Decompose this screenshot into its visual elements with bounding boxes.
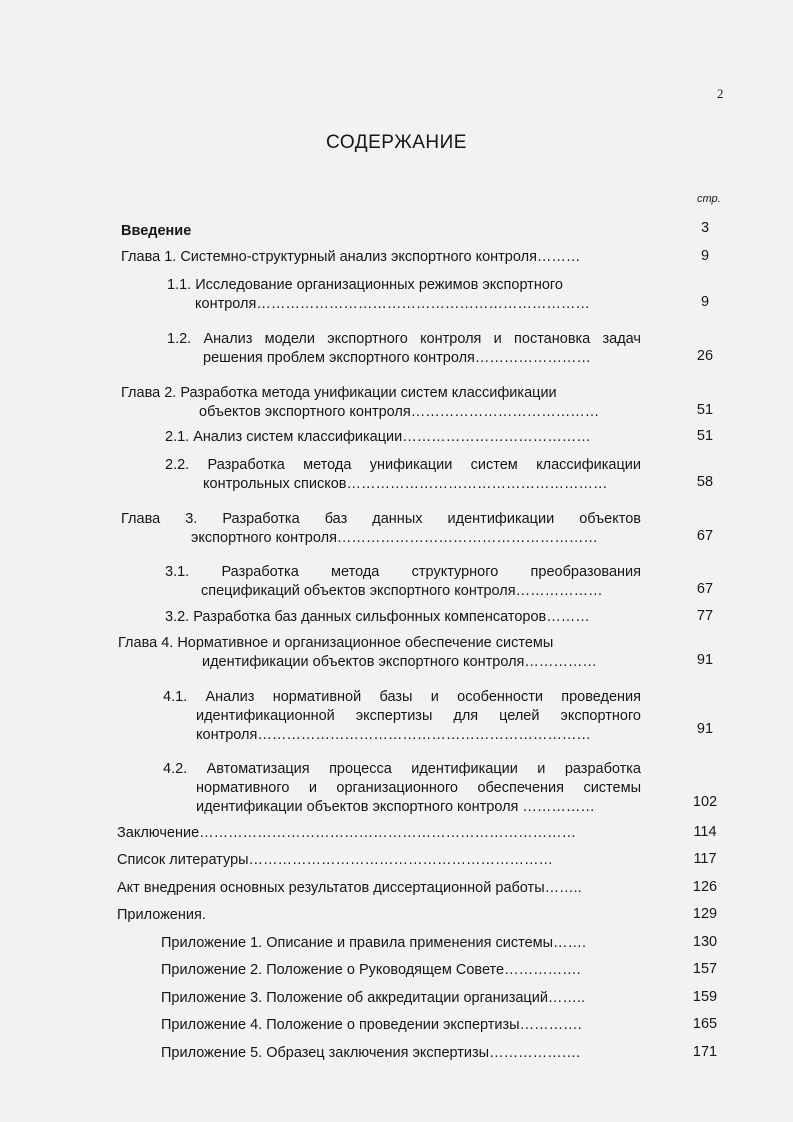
toc-entry-page: 51 (696, 402, 714, 418)
toc-entry-page: 117 (693, 851, 717, 867)
toc-entry-page: 171 (692, 1044, 718, 1060)
toc-entry-page: 126 (692, 879, 718, 895)
toc-entry-title: 3.2. Разработка баз данных сильфонных компенсаторов……… (165, 609, 590, 625)
toc-entry-title: 4.1. Анализ нормативной базы и особенности проведения (163, 689, 641, 705)
toc-entry-page: 102 (692, 794, 718, 810)
toc-entry-title: 2.1. Анализ систем классификации………………………………… (165, 429, 591, 445)
toc-entry-appendix-5 (161, 1044, 631, 1063)
toc-entry-section-4-2 (163, 760, 641, 817)
toc-entry-page: 77 (696, 608, 714, 624)
toc-entry-page: 9 (700, 248, 710, 264)
toc-entry-page: 91 (696, 721, 714, 737)
toc-entry-title: Заключение…………………………………………………………………… (117, 825, 577, 841)
toc-entry-page: 67 (696, 581, 714, 597)
toc-entry-title: 4.2. Автоматизация процесса идентификации и разработка (163, 761, 641, 777)
toc-entry-chapter-3 (121, 510, 641, 548)
page-number: 2 (717, 86, 724, 101)
toc-entry-title: 1.1. Исследование организационных режимов экспортного (167, 277, 563, 293)
toc-entry-appendix-1 (161, 934, 631, 953)
toc-entry-page: 159 (692, 989, 718, 1005)
toc-entry-title: 2.2. Разработка метода унификации систем классификации (165, 457, 641, 473)
toc-entry-page: 58 (696, 474, 714, 490)
toc-entry-title: Глава 1. Системно-структурный анализ экспортного контроля……… (121, 249, 581, 265)
toc-entry-bibliography (117, 851, 641, 870)
toc-entry-title-continued: идентификационной экспертизы для целей экспортного (196, 708, 641, 724)
toc-entry-title: Приложение 1. Описание и правила применения системы……. (161, 935, 587, 951)
toc-entry-section-1-1 (167, 276, 641, 314)
toc-entry-page: 114 (693, 824, 717, 840)
toc-entry-page: 3 (700, 220, 710, 236)
toc-entry-title-continued: контроля…………………………………………………………… (196, 727, 591, 743)
toc-entry-appendices (117, 906, 206, 925)
toc-entry-title: 3.1. Разработка метода структурного преобразования (165, 564, 641, 580)
toc-entry-section-2-1 (165, 428, 641, 447)
toc-entry-section-3-1 (165, 563, 641, 601)
toc-entry-conclusion (117, 824, 641, 843)
toc-entry-section-2-2 (165, 456, 641, 494)
toc-entry-page: 165 (692, 1016, 718, 1032)
toc-entry-title-continued: решения проблем экспортного контроля…………………… (203, 350, 591, 366)
toc-entry-page: 51 (696, 428, 714, 444)
toc-entry-title: Приложение 2. Положение о Руководящем Совете……………. (161, 962, 581, 978)
toc-entry-title-continued: объектов экспортного контроля………………………………… (199, 404, 600, 420)
toc-entry-page: 130 (692, 934, 718, 950)
toc-entry-title: Приложение 4. Положение о проведении экспертизы…………. (161, 1017, 582, 1033)
toc-entry-appendix-4 (161, 1016, 631, 1035)
toc-entry-appendix-2 (161, 961, 631, 980)
toc-entry-chapter-1 (121, 248, 641, 267)
toc-entry-introduction (121, 222, 191, 241)
toc-entry-title: Глава 2. Разработка метода унификации систем классификации (121, 385, 557, 401)
toc-entry-title-continued: идентификации объектов экспортного контроля…………… (202, 654, 597, 670)
toc-entry-title: Глава 3. Разработка баз данных идентификации объектов (121, 511, 641, 527)
toc-entry-title-continued: контроля…………………………………………………………… (195, 296, 590, 312)
page-title: СОДЕРЖАНИЕ (326, 132, 467, 153)
toc-entry-implementation-act (117, 879, 641, 898)
toc-entry-section-4-1 (163, 688, 641, 745)
toc-entry-title: Приложение 3. Положение об аккредитации организаций…….. (161, 990, 585, 1006)
toc-entry-page: 157 (692, 961, 718, 977)
toc-entry-title-continued: идентификации объектов экспортного контроля …………… (196, 799, 595, 815)
toc-entry-title-continued: контрольных списков……………………………………………… (203, 476, 608, 492)
toc-entry-title: 1.2. Анализ модели экспортного контроля и постановка задач (167, 331, 641, 347)
toc-entry-page: 91 (696, 652, 714, 668)
toc-entry-appendix-3 (161, 989, 631, 1008)
toc-entry-page: 129 (692, 906, 718, 922)
toc-entry-title-continued: спецификаций объектов экспортного контроля……………… (201, 583, 603, 599)
toc-entry-title: Список литературы……………………………………………………… (117, 852, 554, 868)
toc-entry-title: Приложения. (117, 907, 206, 923)
toc-entry-page: 67 (696, 528, 714, 544)
toc-entry-title-continued: экспортного контроля……………………………………………… (191, 530, 598, 546)
toc-entry-section-3-2 (165, 608, 641, 627)
toc-entry-chapter-4 (118, 634, 641, 672)
toc-entry-title: Глава 4. Нормативное и организационное обеспечение системы (118, 635, 554, 651)
toc-entry-page: 9 (700, 294, 710, 310)
page-column-label: стр. (697, 193, 721, 205)
toc-entry-chapter-2 (121, 384, 641, 422)
toc-entry-section-1-2 (167, 330, 641, 368)
toc-entry-page: 26 (696, 348, 714, 364)
toc-entry-title: Акт внедрения основных результатов диссертационной работы…….. (117, 880, 582, 896)
toc-entry-title: Приложение 5. Образец заключения экспертизы………………. (161, 1045, 581, 1061)
toc-entry-title-continued: нормативного и организационного обеспечения системы (196, 780, 641, 796)
toc-entry-title: Введение (121, 223, 192, 239)
